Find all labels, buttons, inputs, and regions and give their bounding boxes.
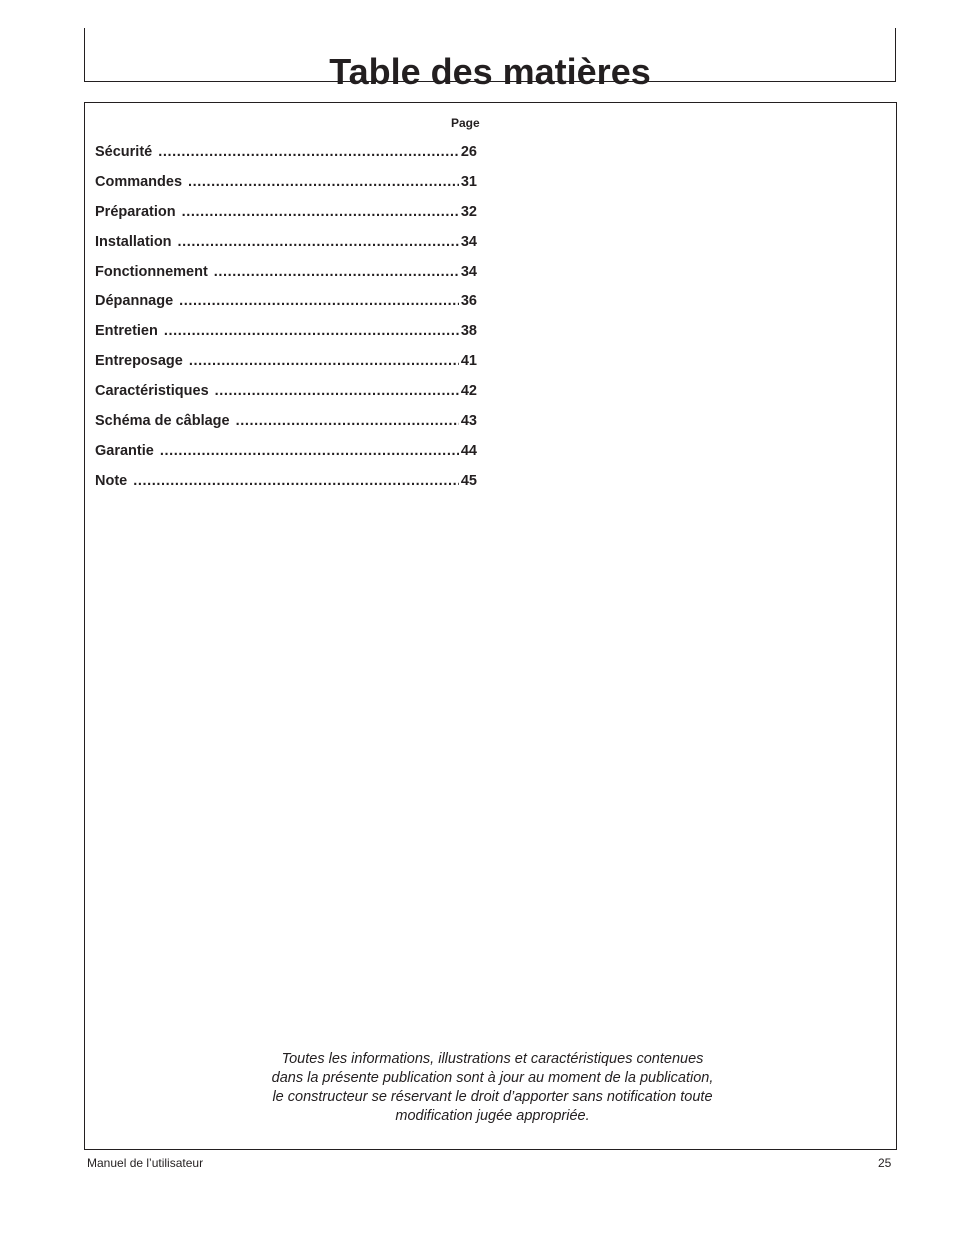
toc-entry-label: Préparation xyxy=(95,203,176,220)
toc-entry-page: 42 xyxy=(460,383,477,400)
dot-leader xyxy=(215,381,459,401)
toc-entry-label: Fonctionnement xyxy=(95,263,208,280)
toc-entry-page: 32 xyxy=(460,203,477,220)
toc-entry-label: Dépannage xyxy=(95,293,174,310)
toc-entry-label: Garantie xyxy=(95,442,154,459)
page-title: Table des matières xyxy=(329,51,651,92)
toc-entry-entreposage[interactable] xyxy=(95,351,477,381)
disclaimer-text xyxy=(240,1050,745,1126)
dot-leader xyxy=(158,142,459,162)
toc-entry-fonctionnement[interactable] xyxy=(95,262,477,292)
dot-leader xyxy=(236,411,459,431)
toc-entry-label: Sécurité xyxy=(95,144,153,160)
dot-leader xyxy=(189,351,459,371)
toc-entry-page: 45 xyxy=(460,472,477,489)
toc-entry-page: 41 xyxy=(460,353,477,370)
table-of-contents xyxy=(95,142,477,501)
disclaimer-line: Toutes les informations, illustrations et caractéristiques contenues xyxy=(281,1051,704,1067)
toc-entry-installation[interactable] xyxy=(95,232,477,262)
toc-entry-preparation[interactable] xyxy=(95,202,477,232)
toc-entry-caracteristiques[interactable] xyxy=(95,381,477,411)
dot-leader xyxy=(214,262,459,282)
toc-entry-page: 38 xyxy=(460,323,477,340)
toc-entry-page: 26 xyxy=(460,144,477,160)
footer-page-number: 25 xyxy=(878,1156,892,1170)
dot-leader xyxy=(160,441,459,461)
toc-entry-label: Schéma de câblage xyxy=(95,413,230,430)
disclaimer-line: modification jugée appropriée. xyxy=(395,1108,590,1124)
toc-entry-page: 34 xyxy=(460,263,477,280)
toc-entry-label: Installation xyxy=(95,233,172,250)
toc-entry-securite[interactable] xyxy=(95,142,477,172)
toc-entry-label: Commandes xyxy=(95,173,183,190)
dot-leader xyxy=(133,471,459,491)
toc-entry-commandes[interactable] xyxy=(95,172,477,202)
toc-entry-label: Entreposage xyxy=(95,353,183,370)
toc-entry-label: Caractéristiques xyxy=(95,383,209,400)
toc-entry-schema-de-cablage[interactable] xyxy=(95,411,477,441)
toc-entry-page: 44 xyxy=(460,442,477,459)
toc-entry-depannage[interactable] xyxy=(95,291,477,321)
dot-leader xyxy=(178,232,459,252)
toc-entry-page: 34 xyxy=(460,233,477,250)
toc-entry-page: 43 xyxy=(460,413,477,430)
page-column-header: Page xyxy=(451,116,480,130)
disclaimer-line: dans la présente publication sont à jour au moment de la publication, xyxy=(271,1070,714,1086)
dot-leader xyxy=(182,202,459,222)
toc-entry-page: 31 xyxy=(460,173,477,190)
title-box xyxy=(84,28,896,92)
toc-entry-garantie[interactable] xyxy=(95,441,477,471)
toc-entry-page: 36 xyxy=(460,293,477,310)
dot-leader xyxy=(188,172,459,192)
toc-entry-note[interactable] xyxy=(95,471,477,501)
footer-manual-title: Manuel de l’utilisateur xyxy=(87,1156,204,1170)
toc-entry-entretien[interactable] xyxy=(95,321,477,351)
toc-entry-label: Entretien xyxy=(95,323,158,340)
dot-leader xyxy=(179,291,459,311)
disclaimer-line: le constructeur se réservant le droit d’apporter sans notification toute xyxy=(272,1089,713,1105)
dot-leader xyxy=(164,321,459,341)
toc-entry-label: Note xyxy=(95,472,128,489)
